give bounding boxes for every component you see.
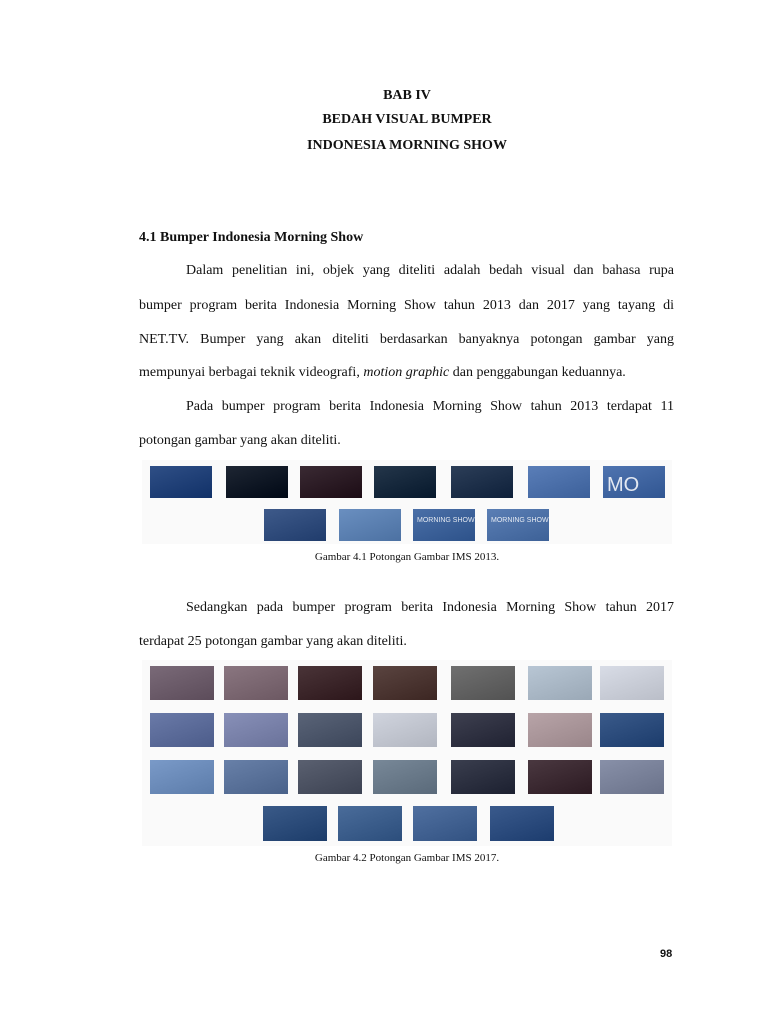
- figure-2-thumbnail: [224, 760, 288, 794]
- figure-2-thumbnail: [528, 760, 592, 794]
- figure-1-thumbnail: [413, 509, 475, 541]
- paragraph-1-italic-term: motion graphic: [363, 365, 450, 380]
- figure-1-thumbnail: [226, 466, 288, 498]
- figure-2-thumbnail: [600, 713, 664, 747]
- figure-2-thumbnail: [600, 666, 664, 700]
- paragraph-1-line-4: [139, 364, 674, 382]
- figure-1-thumbnail: [451, 466, 513, 498]
- figure-1-thumbnail: [264, 509, 326, 541]
- figure-2-thumbnail: [490, 806, 554, 841]
- figure-2-thumbnail: [298, 713, 362, 747]
- figure-2-thumbnail: [298, 760, 362, 794]
- figure-2-thumbnail: [413, 806, 477, 841]
- figure-1-thumbnail: [339, 509, 401, 541]
- figure-2-thumbnail: [451, 713, 515, 747]
- figure-2-thumbnail: [600, 760, 664, 794]
- figure-1-caption: Gambar 4.1 Potongan Gambar IMS 2013.: [314, 551, 500, 563]
- chapter-title-line-2: INDONESIA MORNING SHOW: [307, 138, 507, 153]
- paragraph-1-line-2: bumper program berita Indonesia Morning Show tahun 2013 dan 2017 yang tayang di: [139, 298, 674, 313]
- figure-2-thumbnail: [224, 666, 288, 700]
- thumbnail-overlay-text: MORNING SHOW: [417, 517, 475, 524]
- figure-1-thumbnail: [300, 466, 362, 498]
- figure-1-thumbnail: [487, 509, 549, 541]
- page-number: 98: [660, 948, 673, 960]
- chapter-number: BAB IV: [383, 88, 431, 103]
- figure-2-thumbnail: [528, 666, 592, 700]
- paragraph-2-line-2: potongan gambar yang akan diteliti.: [139, 433, 341, 448]
- thumbnail-overlay-text: MO: [607, 474, 640, 496]
- figure-2-thumbnail: [224, 713, 288, 747]
- figure-1-thumbnail: [528, 466, 590, 498]
- figure-2-thumbnail: [451, 760, 515, 794]
- figure-2-thumbnail: [373, 713, 437, 747]
- figure-2-thumbnail: [150, 666, 214, 700]
- section-title: 4.1 Bumper Indonesia Morning Show: [139, 230, 364, 245]
- paragraph-3-line-2: terdapat 25 potongan gambar yang akan diteliti.: [139, 634, 407, 649]
- figure-2-caption: Gambar 4.2 Potongan Gambar IMS 2017.: [314, 852, 500, 864]
- figure-2-thumbnail: [338, 806, 402, 841]
- figure-2-thumbnail: [150, 760, 214, 794]
- figure-2-thumbnail: [150, 713, 214, 747]
- paragraph-3-line-1: Sedangkan pada bumper program berita Indonesia Morning Show tahun 2017: [186, 600, 674, 615]
- figure-2-thumbnail: [298, 666, 362, 700]
- thumbnail-overlay-text: MORNING SHOW: [491, 517, 549, 524]
- paragraph-1-line-1: Dalam penelitian ini, objek yang diteliti adalah bedah visual dan bahasa rupa: [186, 263, 674, 278]
- figure-1-thumbnail: [150, 466, 212, 498]
- paragraph-1-text: mempunyai berbagai teknik videografi,: [139, 365, 364, 380]
- figure-2-thumbnail: [373, 760, 437, 794]
- chapter-title-line-1: BEDAH VISUAL BUMPER: [322, 112, 492, 127]
- paragraph-1-line-3: NET.TV. Bumper yang akan diteliti berdasarkan banyaknya potongan gambar yang: [139, 332, 674, 347]
- figure-2-thumbnail: [263, 806, 327, 841]
- paragraph-2-line-1: Pada bumper program berita Indonesia Morning Show tahun 2013 terdapat 11: [186, 399, 674, 414]
- figure-2-thumbnail: [451, 666, 515, 700]
- paragraph-1-text-end: dan penggabungan keduannya.: [449, 365, 626, 380]
- figure-2-thumbnail: [373, 666, 437, 700]
- figure-1-thumbnail: [603, 466, 665, 498]
- figure-1-thumbnail: [374, 466, 436, 498]
- figure-2-thumbnail: [528, 713, 592, 747]
